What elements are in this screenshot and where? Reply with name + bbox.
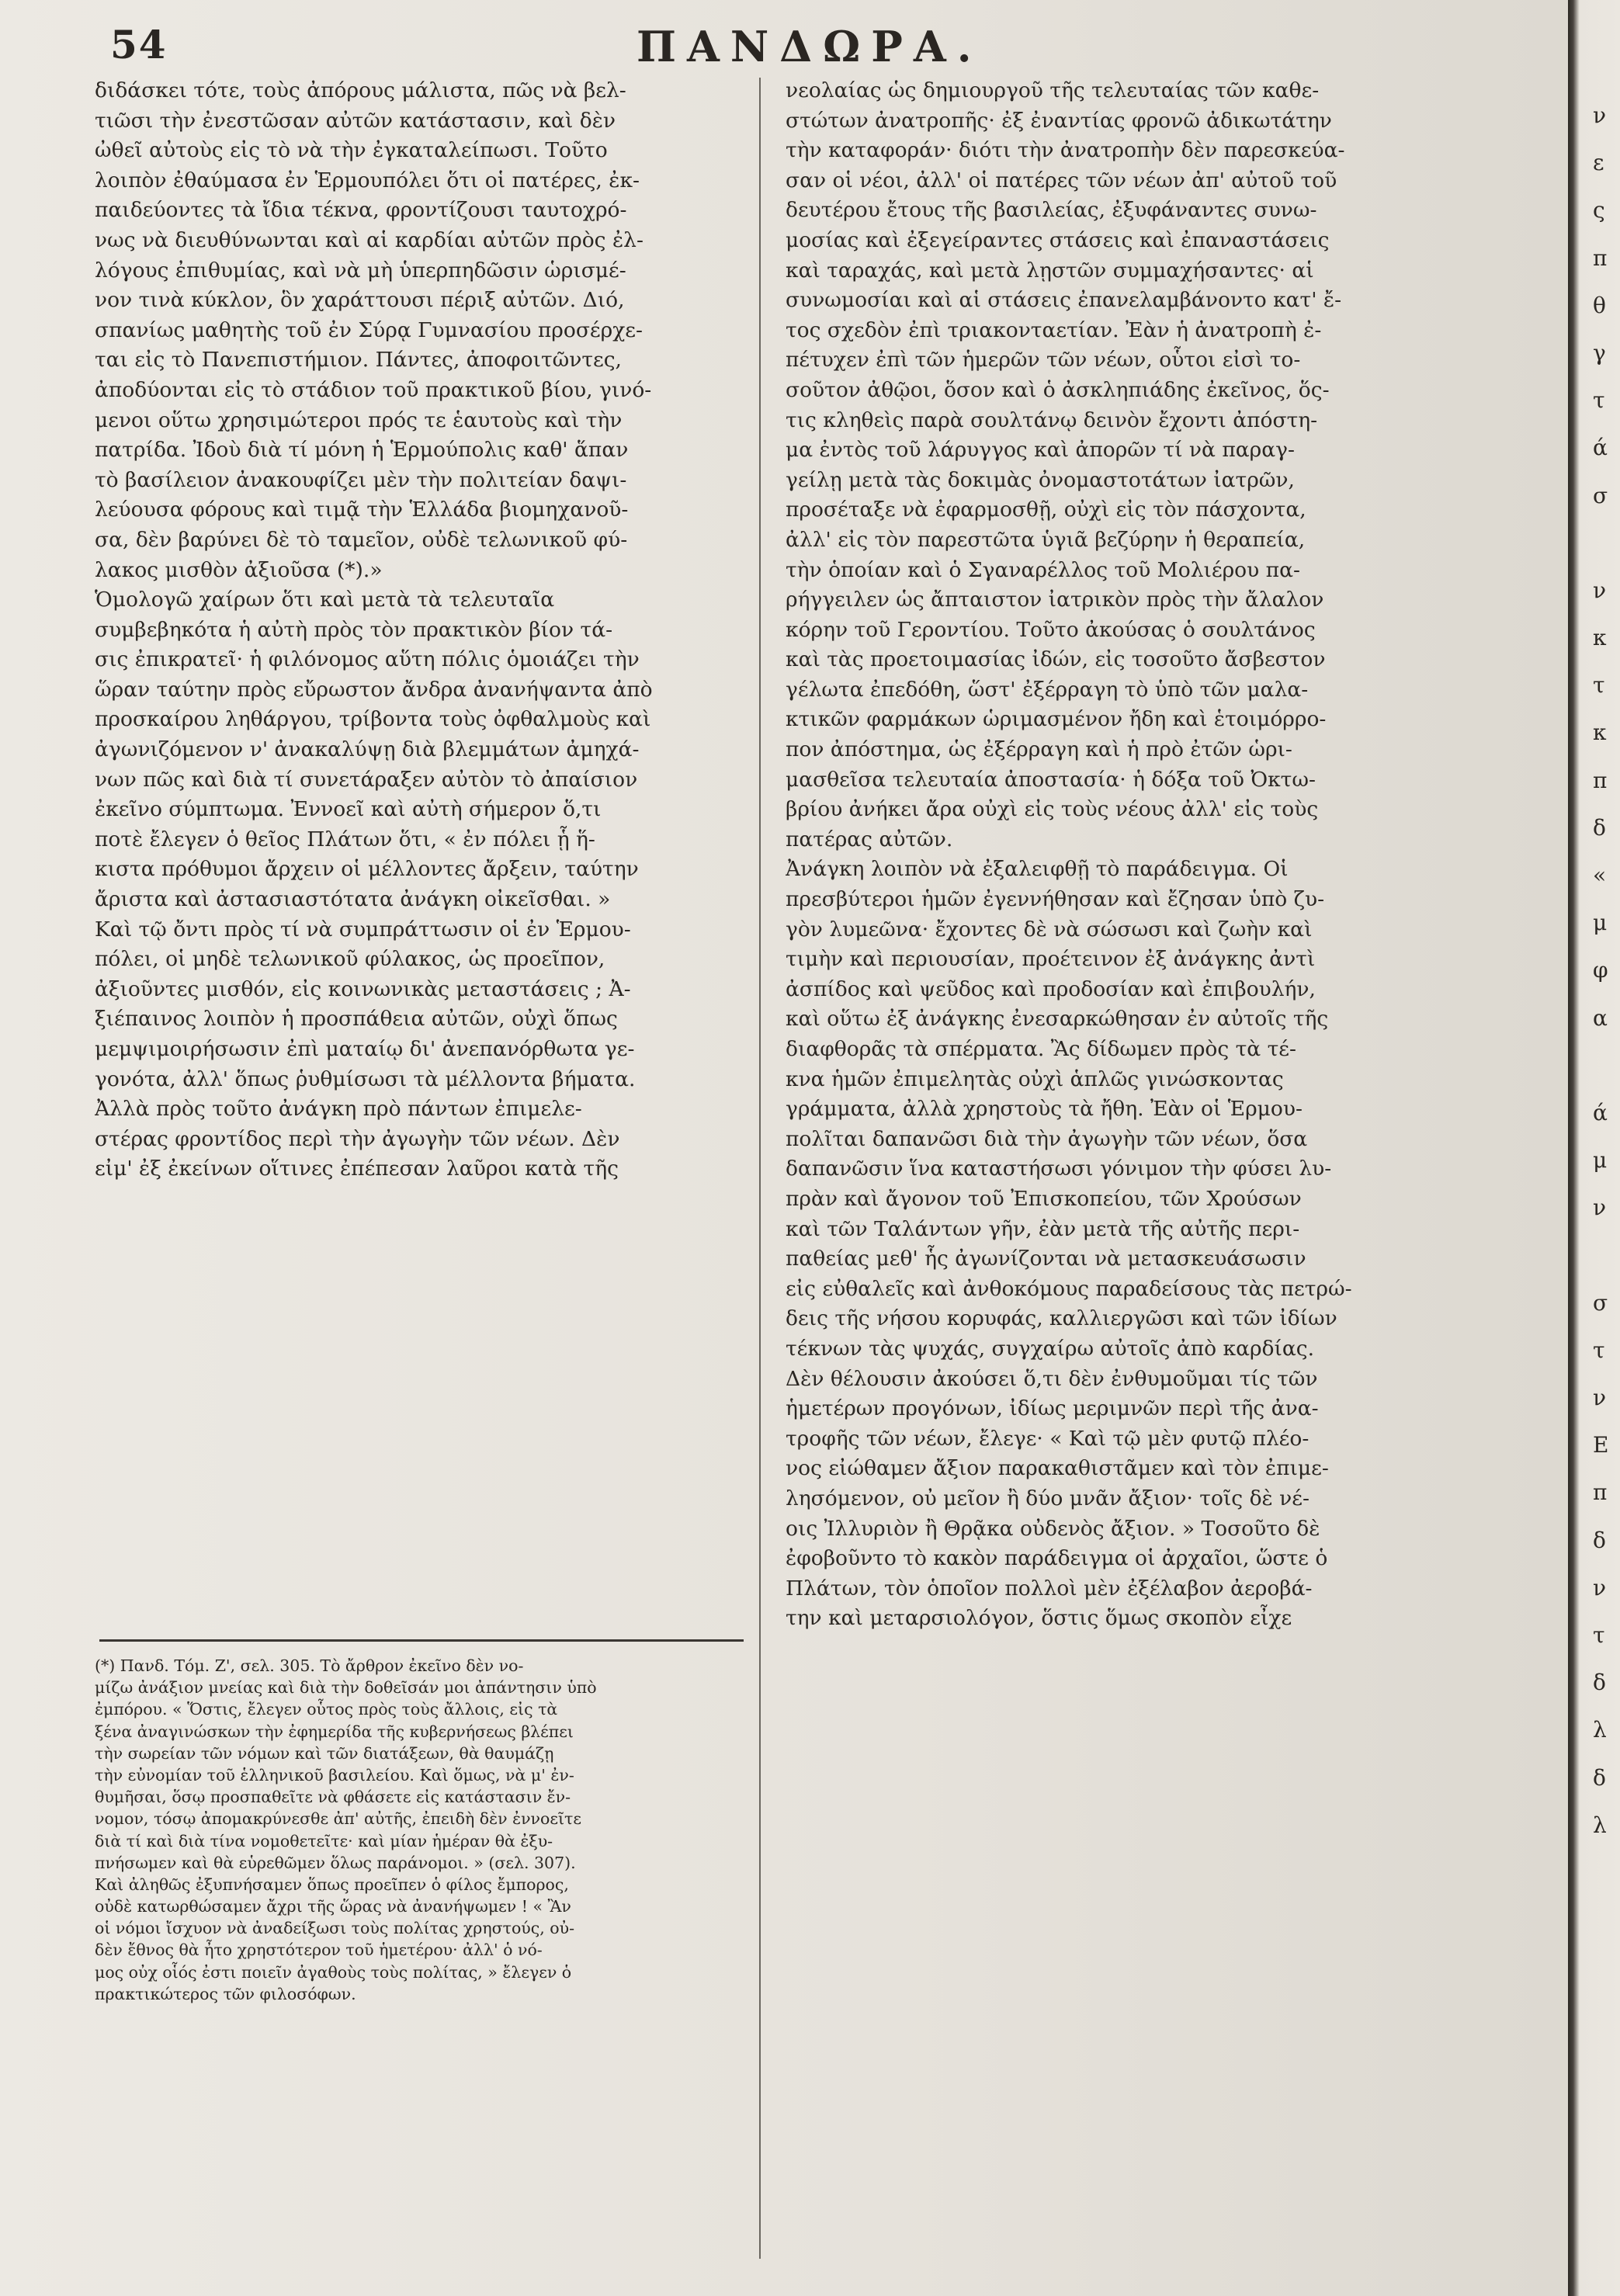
edge-letter: σ — [1593, 1289, 1608, 1316]
text-line: κόρην τοῦ Γεροντίου. Τοῦτο ἀκούσας ὁ σουλτάνος — [786, 617, 1316, 642]
footnote-line: πρακτικώτερος τῶν φιλοσόφων. — [95, 1984, 356, 2003]
edge-letter: λ — [1593, 1717, 1607, 1743]
footnote-line: μίζω ἀνάξιον μνείας καὶ διὰ τὴν δοθεῖσάν μοι ἀπάντησιν ὑπὸ — [95, 1678, 597, 1698]
text-line: βρίου ἀνήκει ἄρα οὐχὶ εἰς τοὺς νέους ἀλλ' εἰς τοὺς — [786, 797, 1319, 822]
footnote-line: (*) Πανδ. Τόμ. Ζ', σελ. 305. Τὸ ἄρθρον ἐκεῖνο δὲν νο- — [95, 1656, 524, 1675]
text-line: καὶ τὰς προετοιμασίας ἰδών, εἰς τοσοῦτο ἄσβεστον — [786, 647, 1326, 672]
footnote-line: ξένα ἀναγινώσκων τὴν ἐφημερίδα τῆς κυβερνήσεως βλέπει — [95, 1722, 574, 1741]
edge-letter: τ — [1593, 1337, 1605, 1363]
footnote-line: τὴν σωρείαν τῶν νόμων καὶ τῶν διατάξεων, θὰ θαυμάζῃ — [95, 1743, 554, 1763]
edge-letter: π — [1593, 1479, 1608, 1506]
footnote-line: νομον, τόσῳ ἀπομακρύνεσθε ἀπ' αὐτῆς, ἐπειδὴ δὲν ἐννοεῖτε — [95, 1809, 581, 1829]
text-line: διαφθορᾶς τὰ σπέρματα. Ἂς δίδωμεν πρὸς τὰ τέ- — [786, 1037, 1296, 1061]
text-line: τὸ βασίλειον ἀνακουφίζει μὲν τὴν πολιτείαν δαψι- — [95, 467, 627, 492]
text-line: πόλει, οἱ μηδὲ τελωνικοῦ φύλακος, ὡς προεῖπον, — [95, 947, 605, 972]
text-line: τὴν ὁποίαν καὶ ὁ Σγαναρέλλος τοῦ Μολιέρου πα- — [786, 557, 1300, 582]
text-line: ἀγωνιζόμενον ν' ἀνακαλύψῃ διὰ βλεμμάτων ἀμηχά- — [95, 737, 640, 762]
text-line: μεμψιμοιρήσωσιν ἐπὶ ματαίῳ δι' ἀνεπανόρθωτα γε- — [95, 1037, 635, 1061]
text-line: προσκαίρου ληθάργου, τρίβοντα τοὺς ὀφθαλμοὺς καὶ — [95, 707, 651, 732]
adjacent-page-edge — [1593, 92, 1620, 1849]
text-line: λοιπὸν ἐθαύμασα ἐν Ἑρμουπόλει ὅτι οἱ πατέρες, ἐκ- — [95, 168, 640, 192]
text-line: εἰμ' ἐξ ἐκείνων οἵτινες ἐπέπεσαν λαῦροι κατὰ τῆς — [95, 1157, 619, 1181]
edge-letter: δ — [1593, 1764, 1606, 1791]
footnote-line: Καὶ ἀληθῶς ἐξυπνήσαμεν ὅπως προεῖπεν ὁ φίλος ἔμπορος, — [95, 1875, 569, 1894]
text-line: γράμματα, ἀλλὰ χρηστοὺς τὰ ἤθη. Ἐὰν οἱ Ἑρμου- — [786, 1097, 1303, 1122]
text-line: ρήγγειλεν ὡς ἄπταιστον ἰατρικὸν πρὸς τὴν ἄλαλον — [786, 588, 1324, 612]
left-text-column — [95, 76, 751, 1184]
text-line: ἀποδύονται εἰς τὸ στάδιον τοῦ πρακτικοῦ βίου, γινό- — [95, 377, 652, 402]
edge-letter: κ — [1593, 625, 1607, 651]
edge-letter: ς — [1593, 197, 1605, 224]
text-line: Ἀνάγκη λοιπὸν νὰ ἐξαλειφθῇ τὸ παράδειγμα. Οἱ — [786, 857, 1289, 882]
text-line: λησόμενον, οὐ μεῖον ἢ δύο μνᾶν ἄξιον· τοῖς δὲ νέ- — [786, 1486, 1310, 1510]
column-divider — [759, 78, 761, 2259]
text-line: Πλάτων, τὸν ὁποῖον πολλοὶ μὲν ἐξέλαβον ἀεροβά- — [786, 1576, 1313, 1601]
text-line: μα ἐντὸς τοῦ λάρυγγος καὶ ἀπορῶν τί νὰ παραγ- — [786, 438, 1295, 463]
text-line: δεις τῆς νήσου κορυφάς, καλλιεργῶσι καὶ τῶν ἰδίων — [786, 1306, 1337, 1331]
text-line: σοῦτον ἀθῷοι, ὅσον καὶ ὁ ἀσκληπιάδης ἐκεῖνος, ὅς- — [786, 377, 1330, 402]
edge-letter — [1593, 1042, 1620, 1089]
text-line: παιδεύοντες τὰ ἴδια τέκνα, φροντίζουσι ταυτοχρό- — [95, 198, 627, 223]
text-line: καὶ ταραχάς, καὶ μετὰ λῃστῶν συμμαχήσαντες· αἱ — [786, 258, 1314, 283]
edge-letter: φ — [1593, 957, 1608, 983]
text-line: πρὰν καὶ ἄγονον τοῦ Ἐπισκοπείου, τῶν Χρούσων — [786, 1186, 1302, 1211]
text-line: μοσίας καὶ ἐξεγείραντες στάσεις καὶ ἐπαναστάσεις — [786, 227, 1330, 252]
edge-letter: ν — [1593, 1385, 1607, 1411]
text-line: Καὶ τῷ ὄντι πρὸς τί νὰ συμπράττωσιν οἱ ἐν Ἑρμου- — [95, 917, 631, 942]
footnote-line: δὲν ἔθνος θὰ ἦτο χρηστότερον τοῦ ἡμετέρου· ἀλλ' ὁ νό- — [95, 1941, 543, 1960]
text-line: κτικῶν φαρμάκων ὡριμασμένον ἤδη καὶ ἑτοιμόρρο- — [786, 707, 1327, 732]
text-line: δευτέρου ἔτους τῆς βασιλείας, ἐξυφάναντες συνω- — [786, 198, 1317, 223]
footnote-line: μος οὐχ οἷός ἐστι ποιεῖν ἀγαθοὺς τοὺς πολίτας, » ἔλεγεν ὁ — [95, 1962, 572, 1982]
edge-letter: δ — [1593, 1527, 1606, 1553]
right-text-column — [786, 76, 1449, 1634]
text-line: γονότα, ἀλλ' ὅπως ῥυθμίσωσι τὰ μέλλοντα βήματα. — [95, 1066, 636, 1091]
text-line: τις κληθεὶς παρὰ σουλτάνῳ δεινὸν ἔχοντι ἀπόστη- — [786, 408, 1318, 432]
page-number: 54 — [110, 22, 168, 68]
text-line: ἀξιοῦντες μισθόν, εἰς κοινωνικὰς μεταστάσεις ; Ἀ- — [95, 976, 631, 1001]
text-line: νον τινὰ κύκλον, ὃν χαράττουσι πέριξ αὐτῶν. Διό, — [95, 288, 625, 313]
edge-letter: π — [1593, 767, 1608, 793]
edge-letter: γ — [1593, 339, 1606, 366]
edge-letter: σ — [1593, 482, 1608, 508]
page-header — [0, 22, 1620, 76]
text-line: ξιέπαινος λοιπὸν ἡ προσπάθεια αὐτῶν, οὐχὶ ὅπως — [95, 1007, 618, 1032]
text-line: μασθεῖσα τελευταία ἀποστασία· ἡ δόξα τοῦ Ὀκτω- — [786, 767, 1316, 792]
text-line: κιστα πρόθυμοι ἄρχειν οἱ μέλλοντες ἄρξειν, ταύτην — [95, 857, 639, 882]
text-line: συμβεβηκότα ἡ αὐτὴ πρὸς τὸν πρακτικὸν βίον τά- — [95, 617, 613, 642]
text-line: σα, δὲν βαρύνει δὲ τὸ ταμεῖον, οὐδὲ τελωνικοῦ φύ- — [95, 527, 628, 552]
text-line: σπανίως μαθητὴς τοῦ ἐν Σύρᾳ Γυμνασίου προσέρχε- — [95, 317, 643, 342]
text-line: λεύουσα φόρους καὶ τιμᾷ τὴν Ἑλλάδα βιομηχανοῦ- — [95, 498, 629, 522]
text-line: τιῶσι τὴν ἐνεστῶσαν αὐτῶν κατάστασιν, καὶ δὲν — [95, 108, 616, 133]
text-line: λακος μισθὸν ἀξιοῦσα (*).» — [95, 557, 383, 582]
text-line: ἄριστα καὶ ἀστασιαστότατα ἀνάγκη οἰκεῖσθαι. » — [95, 887, 611, 912]
text-line: ποτὲ ἔλεγεν ὁ θεῖος Πλάτων ὅτι, « ἐν πόλει ᾗ ἥ- — [95, 827, 595, 851]
edge-letter: κ — [1593, 720, 1607, 746]
edge-letter: ν — [1593, 1574, 1607, 1601]
text-line: γὸν λυμεῶνα· ἔχοντες δὲ νὰ σώσωσι καὶ ζωὴν καὶ — [786, 917, 1313, 942]
footnote-line: διὰ τί καὶ διὰ τίνα νομοθετεῖτε· καὶ μίαν ἡμέραν θὰ ἐξυ- — [95, 1831, 553, 1850]
text-line: ἡμετέρων προγόνων, ἰδίως μεριμνῶν περὶ τῆς ἀνα- — [786, 1396, 1319, 1421]
text-line: γείλῃ μετὰ τὰς δοκιμὰς ὀνομαστοτάτων ἰατρῶν, — [786, 467, 1295, 492]
edge-letter: α — [1593, 1004, 1608, 1031]
text-line: μενοι οὕτω χρησιμώτεροι πρός τε ἑαυτοὺς καὶ τὴν — [95, 408, 623, 432]
text-line: κνα ἡμῶν ἐπιμελητὰς οὐχὶ ἁπλῶς γινώσκοντας — [786, 1066, 1284, 1091]
edge-letter: τ — [1593, 387, 1605, 414]
text-line: παθείας μεθ' ἧς ἀγωνίζονται νὰ μετασκευάσωσιν — [786, 1247, 1306, 1271]
text-line: Ἀλλὰ πρὸς τοῦτο ἀνάγκη πρὸ πάντων ἐπιμελε- — [95, 1097, 582, 1122]
edge-letter: μ — [1593, 910, 1608, 936]
edge-letter: θ — [1593, 292, 1606, 318]
edge-letter: λ — [1593, 1812, 1607, 1838]
text-line: ἐκεῖνο σύμπτωμα. Ἐννοεῖ καὶ αὐτὴ σήμερον ὅ,τι — [95, 797, 602, 822]
text-line: συνωμοσίαι καὶ αἱ στάσεις ἐπανελαμβάνοντο κατ' ἔ- — [786, 288, 1342, 313]
text-line: πέτυχεν ἐπὶ τῶν ἡμερῶν τῶν νέων, οὗτοι εἰσὶ το- — [786, 348, 1301, 373]
text-line: πρεσβύτεροι ἡμῶν ἐγεννήθησαν καὶ ἔζησαν ὑπὸ ζυ- — [786, 887, 1325, 912]
edge-letter: ν — [1593, 1195, 1607, 1221]
footnote-line: θυμῆσαι, ὅσῳ προσπαθεῖτε νὰ φθάσετε εἰς κατάστασιν ἔν- — [95, 1788, 571, 1807]
text-line: τέκνων τὰς ψυχάς, συγχαίρω αὐτοῖς ἀπὸ καρδίας. — [786, 1336, 1315, 1361]
text-line: εἰς εὐθαλεῖς καὶ ἀνθοκόμους παραδείσους τὰς πετρώ- — [786, 1276, 1352, 1301]
text-line: τροφῆς τῶν νέων, ἔλεγε· « Καὶ τῷ μὲν φυτῷ πλέο- — [786, 1426, 1310, 1451]
footnote-line: οὐδὲ κατωρθώσαμεν ἄχρι τῆς ὥρας νὰ ἀνανήψωμεν ! « Ἂν — [95, 1897, 571, 1916]
text-line: νεολαίας ὡς δημιουργοῦ τῆς τελευταίας τῶν καθε- — [786, 78, 1320, 102]
text-line: καὶ οὕτω ἐξ ἀνάγκης ἐνεσαρκώθησαν ἐν αὐτοῖς τῆς — [786, 1007, 1329, 1032]
edge-letter — [1593, 1232, 1620, 1279]
edge-letter: μ — [1593, 1147, 1608, 1174]
running-title: ΠΑΝΔΩΡΑ. — [637, 22, 983, 71]
edge-letter: ά — [1593, 435, 1608, 461]
text-line: στώτων ἀνατροπῆς· ἐξ ἐναντίας φρονῶ ἀδικωτάτην — [786, 108, 1332, 133]
edge-letter: τ — [1593, 1622, 1605, 1648]
text-line: σαν οἱ νέοι, ἀλλ' οἱ πατέρες τῶν νέων ἀπ' αὐτοῦ τοῦ — [786, 168, 1337, 192]
edge-letter: τ — [1593, 672, 1605, 699]
text-line: καὶ τῶν Ταλάντων γῆν, ἐὰν μετὰ τῆς αὐτῆς περι- — [786, 1216, 1300, 1241]
edge-letter — [1593, 519, 1620, 567]
edge-letter: « — [1593, 862, 1607, 888]
text-line: ἀσπίδος καὶ ψεῦδος καὶ προδοσίαν καὶ ἐπιβουλήν, — [786, 976, 1316, 1001]
text-line: σις ἐπικρατεῖ· ἡ φιλόνομος αὕτη πόλις ὁμοιάζει τὴν — [95, 647, 640, 672]
text-line: προσέταξε νὰ ἐφαρμοσθῇ, οὐχὶ εἰς τὸν πάσχοντα, — [786, 498, 1306, 522]
edge-letter: Ε — [1593, 1432, 1609, 1458]
edge-letter: δ — [1593, 1670, 1606, 1696]
text-line: τος σχεδὸν ἐπὶ τριακονταετίαν. Ἐὰν ἡ ἀνατροπὴ ἐ- — [786, 317, 1322, 342]
text-line: λόγους ἐπιθυμίας, καὶ νὰ μὴ ὑπερπηδῶσιν ὡρισμέ- — [95, 258, 626, 283]
text-line: διδάσκει τότε, τοὺς ἀπόρους μάλιστα, πῶς νὰ βελ- — [95, 78, 626, 102]
text-line: την καὶ μεταρσιολόγον, ὅστις ὅμως σκοπὸν εἶχε — [786, 1606, 1292, 1631]
text-line: νως νὰ διευθύνωνται καὶ αἱ καρδίαι αὐτῶν πρὸς ἐλ- — [95, 227, 643, 252]
text-line: Δὲν θέλουσιν ἀκούσει ὅ,τι δὲν ἐνθυμοῦμαι τίς τῶν — [786, 1366, 1318, 1391]
footnote-rule — [99, 1639, 744, 1642]
edge-letter: ά — [1593, 1099, 1608, 1125]
text-line: ὥραν ταύτην πρὸς εὔρωστον ἄνδρα ἀνανήψαντα ἀπὸ — [95, 677, 653, 702]
text-line: στέρας φροντίδος περὶ τὴν ἀγωγὴν τῶν νέων. Δὲν — [95, 1126, 620, 1151]
text-line: τὴν καταφοράν· διότι τὴν ἀνατροπὴν δὲν παρεσκεύα- — [786, 138, 1345, 163]
footnote-line: τὴν εὐνομίαν τοῦ ἑλληνικοῦ βασιλείου. Καὶ ὅμως, νὰ μ' ἐν- — [95, 1765, 574, 1784]
text-line: δαπανῶσιν ἵνα καταστήσωσι γόνιμον τὴν φύσει λυ- — [786, 1157, 1332, 1181]
text-line: οις Ἰλλυριὸν ἢ Θρᾷκα οὐδενὸς ἄξιον. » Τοσοῦτο δὲ — [786, 1516, 1320, 1541]
edge-letter: ν — [1593, 102, 1607, 128]
text-line: ται εἰς τὸ Πανεπιστήμιον. Πάντες, ἀποφοιτῶντες, — [95, 348, 622, 373]
footnote-line: ἐμπόρου. « Ὅστις, ἔλεγεν οὗτος πρὸς τοὺς ἄλλοις, εἰς τὰ — [95, 1700, 558, 1719]
text-line: πολῖται δαπανῶσι διὰ τὴν ἀγωγὴν τῶν νέων, ὅσα — [786, 1126, 1308, 1151]
text-line: νος εἰώθαμεν ἄξιον παρακαθιστᾶμεν καὶ τὸν ἐπιμε- — [786, 1456, 1329, 1481]
text-line: ἐφοβοῦντο τὸ κακὸν παράδειγμα οἱ ἀρχαῖοι, ὥστε ὁ — [786, 1546, 1328, 1571]
footnote-line: οἱ νόμοι ἴσχυον νὰ ἀναδείξωσι τοὺς πολίτας χρηστούς, οὐ- — [95, 1919, 574, 1938]
text-line: ἀλλ' εἰς τὸν παρεστῶτα ὑγιᾶ βεζύρην ἡ θεραπεία, — [786, 527, 1306, 552]
text-line: ὠθεῖ αὐτοὺς εἰς τὸ νὰ τὴν ἐγκαταλείπωσι. Τοῦτο — [95, 138, 608, 163]
text-line: γέλωτα ἐπεδόθη, ὥστ' ἐξέρραγη τὸ ὑπὸ τῶν μαλα- — [786, 677, 1309, 702]
text-line: νων πῶς καὶ διὰ τί συνετάραξεν αὐτὸν τὸ ἀπαίσιον — [95, 767, 638, 792]
text-line: τιμὴν καὶ περιουσίαν, προέτεινον ἐξ ἀνάγκης ἀντὶ — [786, 947, 1316, 972]
text-line: πατρίδα. Ἰδοὺ διὰ τί μόνη ἡ Ἑρμούπολις καθ' ἅπαν — [95, 438, 629, 463]
edge-letter: ν — [1593, 577, 1607, 603]
footnote-line: πνήσωμεν καὶ θὰ εὑρεθῶμεν ὅλως παράνομοι. » (σελ. 307). — [95, 1853, 576, 1872]
text-line: Ὁμολογῶ χαίρων ὅτι καὶ μετὰ τὰ τελευταῖα — [95, 588, 555, 612]
edge-letter: ε — [1593, 150, 1604, 176]
text-line: πατέρας αὐτῶν. — [786, 827, 953, 851]
edge-letter: π — [1593, 245, 1608, 271]
footnote-block — [95, 1655, 751, 2005]
text-line: πον ἀπόστημα, ὡς ἐξέρραγη καὶ ἡ πρὸ ἐτῶν ὡρι- — [786, 737, 1292, 762]
edge-letter: δ — [1593, 814, 1606, 841]
